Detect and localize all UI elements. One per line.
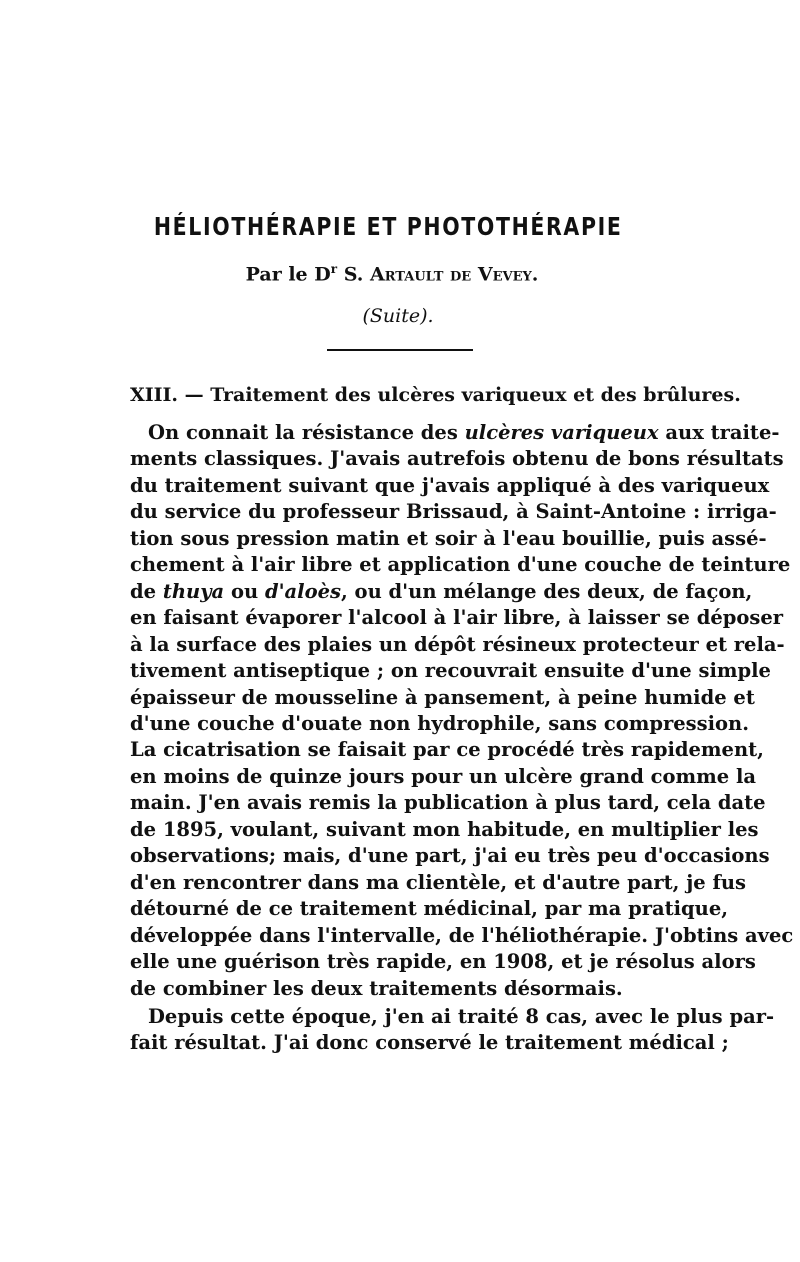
- article-body: [130, 420, 794, 1057]
- section-heading: XIII. — Traitement des ulcères variqueux et des brûlures.: [130, 384, 741, 406]
- text-line: d'une couche d'ouate non hydrophile, sans compression.: [130, 711, 749, 735]
- continuation-note: (Suite).: [362, 305, 434, 327]
- section-divider: [327, 349, 473, 351]
- text-line: de combiner les deux traitements désormais.: [130, 976, 623, 1000]
- text-line: La cicatrisation se faisait par ce procédé très rapidement,: [130, 738, 764, 762]
- text-line: tivement antiseptique ; on recouvrait ensuite d'une simple: [130, 659, 771, 683]
- text-line: épaisseur de mousseline à pansement, à peine humide et: [130, 685, 755, 709]
- text-line: fait résultat. J'ai donc conservé le traitement médical ;: [130, 1031, 729, 1055]
- article-title: HÉLIOTHÉRAPIE ET PHOTOTHÉRAPIE: [153, 212, 623, 241]
- paragraph-2: [130, 1004, 775, 1057]
- text-line: observations; mais, d'une part, j'ai eu très peu d'occasions: [130, 844, 770, 868]
- text-line: en faisant évaporer l'alcool à l'air libre, à laisser se déposer: [130, 606, 784, 630]
- text-line: chement à l'air libre et application d'une couche de teinture: [130, 553, 791, 577]
- text-line: développée dans l'intervalle, de l'héliothérapie. J'obtins avec: [130, 923, 794, 947]
- text-line: détourné de ce traitement médicinal, par ma pratique,: [130, 897, 729, 921]
- text-line: tion sous pression matin et soir à l'eau bouillie, puis assé-: [130, 526, 767, 550]
- paragraph-1: [130, 420, 794, 1002]
- article-byline: [0, 262, 792, 285]
- text-line: Depuis cette époque, j'en ai traité 8 cas, avec le plus par-: [148, 1004, 775, 1028]
- text-line: du traitement suivant que j'avais appliqué à des variqueux: [130, 473, 770, 497]
- byline-author: S. Artault de Vevey.: [343, 263, 539, 286]
- byline-superscript: r: [330, 262, 338, 276]
- byline-prefix: Par le D: [245, 263, 331, 286]
- text-line: main. J'en avais remis la publication à plus tard, cela date: [130, 791, 766, 815]
- text-line: en moins de quinze jours pour un ulcère grand comme la: [130, 764, 757, 788]
- text-line: ments classiques. J'avais autrefois obtenu de bons résultats: [130, 447, 784, 471]
- text-line: à la surface des plaies un dépôt résineux protecteur et rela-: [130, 632, 785, 656]
- text-line: de 1895, voulant, suivant mon habitude, en multiplier les: [130, 817, 759, 841]
- text-line: On connait la résistance des ulcères variqueux aux traite-: [148, 421, 780, 444]
- text-line: de thuya ou d'aloès, ou d'un mélange des deux, de façon,: [130, 579, 753, 603]
- text-line: elle une guérison très rapide, en 1908, et je résolus alors: [130, 950, 756, 974]
- text-line: d'en rencontrer dans ma clientèle, et d'autre part, je fus: [130, 870, 747, 894]
- text-line: du service du professeur Brissaud, à Saint-Antoine : irriga-: [130, 500, 777, 524]
